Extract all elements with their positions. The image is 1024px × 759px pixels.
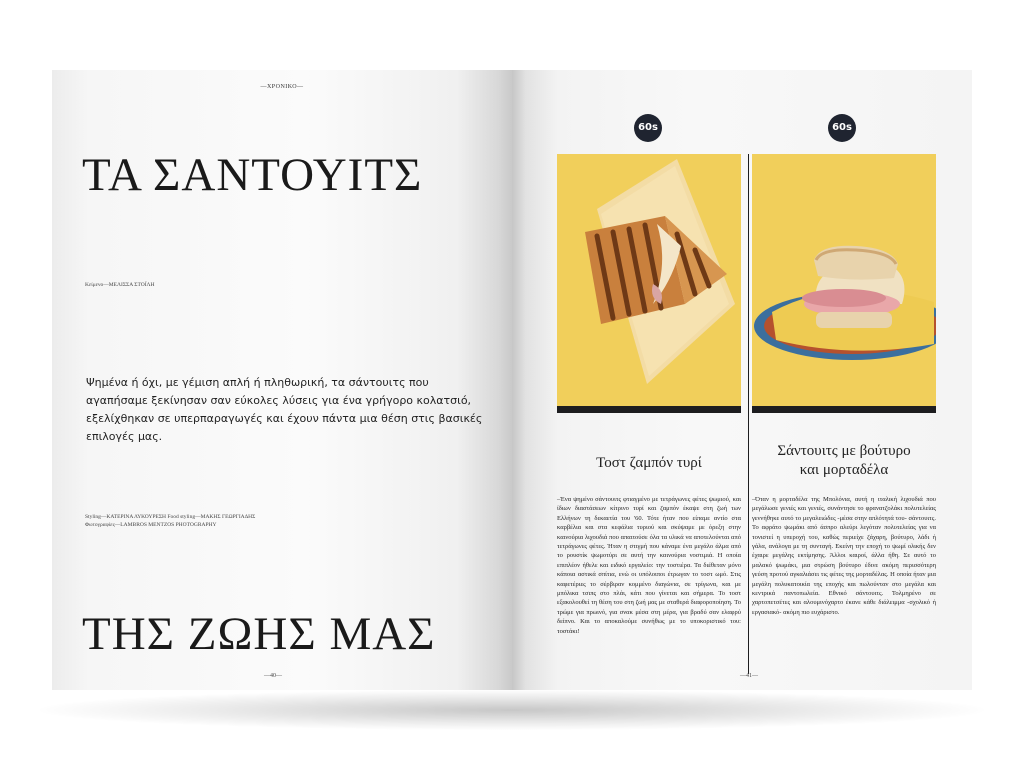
styling-credit: Styling—ΚΑΤΕΡΙΝΑ ΛΥΚΟΥΡΕΣΗ Food styling—ΜΑΚΗΣ ΓΕΩΡΓΙΑΔΗΣ: [85, 514, 256, 520]
mortadella-photo: [752, 154, 936, 406]
toast-title: Τοστ ζαμπόν τυρί: [596, 455, 702, 471]
column-divider: [748, 154, 749, 674]
page-number-right: —41—: [740, 673, 758, 679]
page-number-left: —40—: [264, 673, 282, 679]
era-badge-toast: 60s: [634, 114, 662, 142]
toast-body-text: –Ένα ψημένο σάντουιτς φτιαγμένο με τετράγωνες φέτες ψωμιού, και ίδιων διαστάσεων κίτρινο τυρί και ζαμπόν έκαψε στη ζωή των Ελλήνων τη δεκαετία του '60. Τότε ήταν που είπαμε αντίο στα καρβέλια και στα κεφάλια τυριού και σκύψαμε με όρεξη στην καινούρια λιχουδιά που απαιτούσε όλα τα υλικά να αποτελούνται από τετράγωνες φέτες. Ήταν η στιγμή που κάναμε ένα μεγάλο άλμα από το ρουστίκ ψωμοτύρι σε αυτή την καινούρια νοστιμιά. Η οποία επιπλέον ήθελε και ειδικό εργαλείο: την τοστιέρα. Τα διέθεταν μόνο κάποια αστικά σπίτια, ενώ οι υπόλοιποι έτρωγαν το τοστ ωμό. Στις καφετέριες το σέρβιραν κομμένο διαγώνια, σε τρίγωνα, και με μπόλικα τσιπς στο πλάι, κάτι που γίνεται και σήμερα. Το τοστ εξακολουθεί τη θέση του στη ζωή μας με σταθερά διαφοροποίηση. Το τρώμε για πρωινό, για σνακ μέσα στη μέρα, για βραδύ σαν ελαφρύ δείπνο. Και το αποκαλούμε συνήθως με το υποκοριστικό του: τοστάκι!: [557, 496, 741, 635]
photo-credit: Φωτογραφίες—LAMBROS MENTZOS PHOTOGRAPHY: [85, 522, 217, 528]
right-page: [512, 70, 972, 690]
mortadella-body-text: –Όταν η μορταδέλα της Μπολόνια, αυτή η ιταλική λιχουδιά που μεγάλωσε γενιές και γενιές, συνάντησε το φρανατζολάκι πολυτελείας γεννήθηκε αυτό το μεγαλειώδες -μέσα στην απλότητά του- σάντουιτς. Το αφράτο ψωμάκι από άσπρο αλεύρι λεγόταν πολυτελείας για να τονιστεί η υπεροχή του, καθώς περιείχε ζάχαρη, βούτυρο, λάδι ή γάλα, ανάλογα με τη συνταγή. Εκείνη την εποχή το ψωμί ολικής δεν έχαιρε μεγάλης εκτίμησης. Άλλοι καιροί, άλλα ήθη. Σε αυτό το μαλακό ψωμάκι, μια στρώση βούτυρο έδινε ακόμη περισσότερη γεύση προτού αγκαλιάσει τις φέτες της μορταδέλας. Η οποία ήταν μια μεγάλη πολυκατοικία της εποχής και πωλούνταν στο μεγάλα και κεντρικά παντοπωλεία. Εθνικό σάντουιτς. Τολμηρένο σε χαρτοπετσέτες και αλουμινόχαρτο έκανε κάθε διάλειμμα -σχολικό ή εργασιακό- ακόμη πιο ευχάριστο.: [752, 496, 936, 616]
spread-shadow: [40, 690, 984, 730]
mortadella-title-line1: Σάντουιτς με βούτυρο: [777, 443, 911, 459]
era-badge-mortadella: 60s: [828, 114, 856, 142]
mortadella-title-line2: και μορταδέλα: [799, 462, 889, 478]
photo-bar-right: [752, 406, 936, 413]
headline-top: ΤΑ ΣΑΝΤΟΥΙΤΣ: [82, 149, 423, 201]
author-credit: Κείμενο—ΜΕΛΙΣΣΑ ΣΤΟΪΛΗ: [85, 282, 155, 288]
headline-bottom: ΤΗΣ ΖΩΗΣ ΜΑΣ: [82, 608, 436, 660]
mortadella-title: [752, 442, 936, 480]
toast-photo: [557, 154, 741, 406]
photo-bar-left: [557, 406, 741, 413]
section-label: —ΧΡΟΝΙΚΟ—: [260, 84, 304, 90]
left-page: [52, 70, 512, 690]
lead-paragraph: Ψημένα ή όχι, με γέμιση απλή ή πληθωρική, τα σάντουιτς που αγαπήσαμε ξεκίνησαν σαν εύκολες λύσεις για ένα γρήγορο κολατσιό, εξελίχθηκαν σε υπερπαραγωγές και έχουν πάντα μια θέση στις βασικές επιλογές μας.: [86, 376, 483, 443]
